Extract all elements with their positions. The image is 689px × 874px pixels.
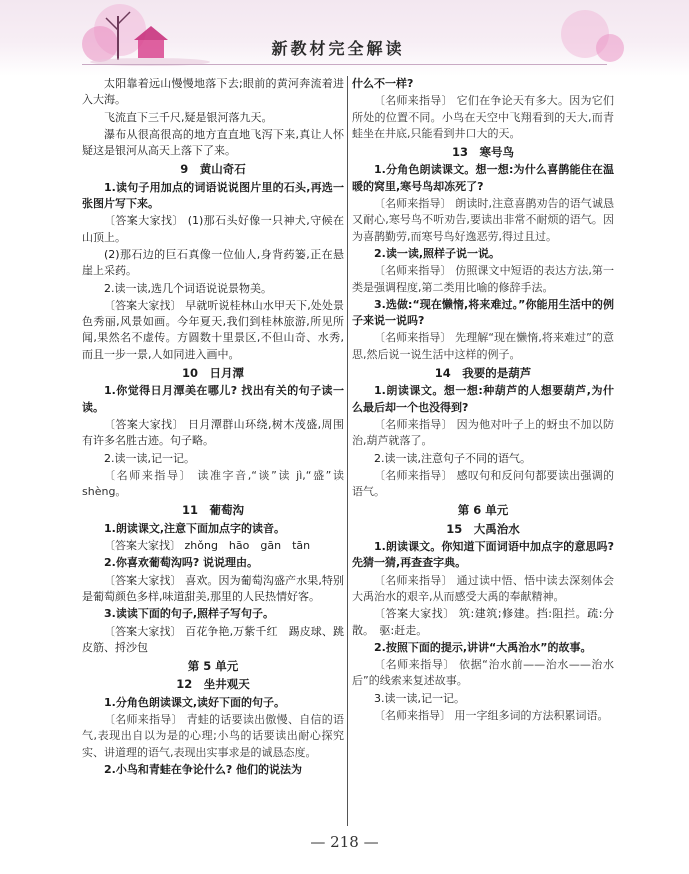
question: 2.按照下面的提示,讲讲“大禹治水”的故事。 [374,640,592,654]
question: 2.读一读,照样子说一说。 [374,246,501,260]
paragraph: 2.读一读,记一记。 [104,451,195,465]
question: 3.读读下面的句子,照样子写句子。 [104,607,275,621]
question: 3.选做:“现在懒惰,将来难过。”你能用生活中的例子来说一说吗? [352,297,614,328]
section-heading: 15 大禹治水 [446,521,520,536]
teacher-note: 〔名师来指导〕 先理解“现在懒惰,将来难过”的意思,然后说一说生活中这样的例子。 [352,331,614,361]
page-number: — 218 — [310,833,379,851]
question: 1.分角色朗读课文。想一想:为什么喜鹊能住在温暖的窝里,寒号鸟却冻死了? [352,163,614,193]
teacher-note: 〔名师来指导〕 通过读中悟、悟中读去深刻体会大禹治水的艰辛,从而感受大禹的奉献精神。 [352,573,614,603]
question: 2.你喜欢葡萄沟吗? 说说理由。 [104,556,259,570]
unit-heading: 第 6 单元 [457,503,509,518]
paragraph: 〔答案大家找〕 百花争艳,万紫千红 踢皮球、跳皮筋、捋沙包 [82,624,344,654]
paragraph: 〔答案大家找〕 zhǒng hāo gān tān [104,539,311,553]
paragraph: (2)那石边的巨石真像一位仙人,身背药篓,正在悬崖上采药。 [82,247,344,278]
section-heading: 13 寒号鸟 [451,145,514,160]
teacher-note: 〔名师来指导〕 感叹句和反问句都要读出强调的语气。 [352,468,614,499]
section-heading: 9 黄山奇石 [180,162,246,177]
section-heading: 11 葡萄沟 [181,503,244,518]
header-rule [82,64,607,65]
teacher-note: 〔名师来指导〕 依据“治水前——治水——治水后”的线索来复述故事。 [352,658,614,688]
question: 2.小鸟和青蛙在争论什么? 他们的说法为 [104,762,303,776]
paragraph: 〔答案大家找〕 筑:建筑;修建。挡:阻拦。疏:分散。 驱:赶走。 [352,607,614,637]
section-heading: 10 日月潭 [181,366,244,381]
right-column [352,76,614,725]
paragraph: 飞流直下三千尺,疑是银河落九天。 [104,110,273,124]
teacher-note: 〔名师来指导〕 青蛙的话要读出傲慢、自信的语气,表现出自以为是的心理;小鸟的话要读出耐心探究实、讲道理的语气,表现出实事求是的诚恳态度。 [82,712,344,759]
question: 1.朗读课文。想一想:种葫芦的人想要葫芦,为什么最后却一个也没得到? [352,384,614,414]
paragraph: 〔答案大家找〕 喜欢。因为葡萄沟盛产水果,特别是葡萄颜色多样,味道甜美,那里的人民热情好客。 [82,573,344,603]
question: 1.你觉得日月潭美在哪儿? 找出有关的句子读一读。 [82,384,344,414]
question: 1.分角色朗读课文,读好下面的句子。 [104,695,286,709]
paragraph: 太阳靠着远山慢慢地落下去;眼前的黄河奔流着进入大海。 [82,77,344,107]
paragraph: 3.读一读,记一记。 [374,691,465,705]
teacher-note: 〔名师来指导〕 朗读时,注意喜鹊劝告的语气诚恳又耐心,寒号鸟不听劝告,要读出非常不耐烦的语气。因为喜鹊勤劳,而寒号鸟好逸恶劳,得过且过。 [352,197,614,243]
teacher-note: 〔名师来指导〕 因为他对叶子上的蚜虫不加以防治,葫芦就落了。 [352,417,614,448]
section-heading: 12 坐井观天 [176,677,250,692]
section-heading: 14 我要的是葫芦 [434,366,532,381]
teacher-note: 〔名师来指导〕 仿照课文中短语的表达方法,第一类是强调程度,第二类用比喻的修辞手法。 [352,264,614,294]
header-banner [0,0,689,76]
teacher-note: 〔名师来指导〕 它们在争论天有多大。因为它们所处的位置不同。小鸟在天空中飞翔看到的天大,而青蛙坐在井底,只能看到井口大的天。 [352,94,614,140]
unit-heading: 第 5 单元 [187,659,239,674]
header-title: 新教材完全解读 [271,39,405,58]
column-divider [347,76,348,826]
teacher-note: 〔名师来指导〕 读准字音,“谈”读 jì,“盛”读 shèng。 [82,468,344,499]
question: 什么不一样? [352,77,414,90]
question: 1.朗读课文。你知道下面词语中加点字的意思吗? 先猜一猜,再查查字典。 [352,540,614,570]
paragraph: 2.读一读,注意句子不同的语气。 [374,451,531,465]
question: 1.读句子用加点的词语说说图片里的石头,再选一张图片写下来。 [82,180,344,211]
paragraph: 〔答案大家找〕 早就听说桂林山水甲天下,处处景色秀丽,风景如画。今年夏天,我们到桂林旅游,所见所闻,果然名不虚传。方圆数十里景区,不但山奇、水秀,而且一步一景,人如同进入画中。 [82,298,344,361]
paragraph: 〔答案大家找〕 (1)那石头好像一只神犬,守候在山顶上。 [82,214,344,244]
teacher-note: 〔名师来指导〕 用一字组多词的方法积累词语。 [374,708,609,722]
left-column [82,76,344,779]
question: 1.朗读课文,注意下面加点字的读音。 [104,521,286,535]
paragraph: 2.读一读,选几个词语说说景物美。 [104,281,272,295]
paragraph: 〔答案大家找〕 日月潭群山环绕,树木茂盛,周围有许多名胜古迹。句子略。 [82,417,344,448]
paragraph: 瀑布从很高很高的地方直直地飞泻下来,真让人怀疑这是银河从高天上落下了来。 [82,127,344,158]
